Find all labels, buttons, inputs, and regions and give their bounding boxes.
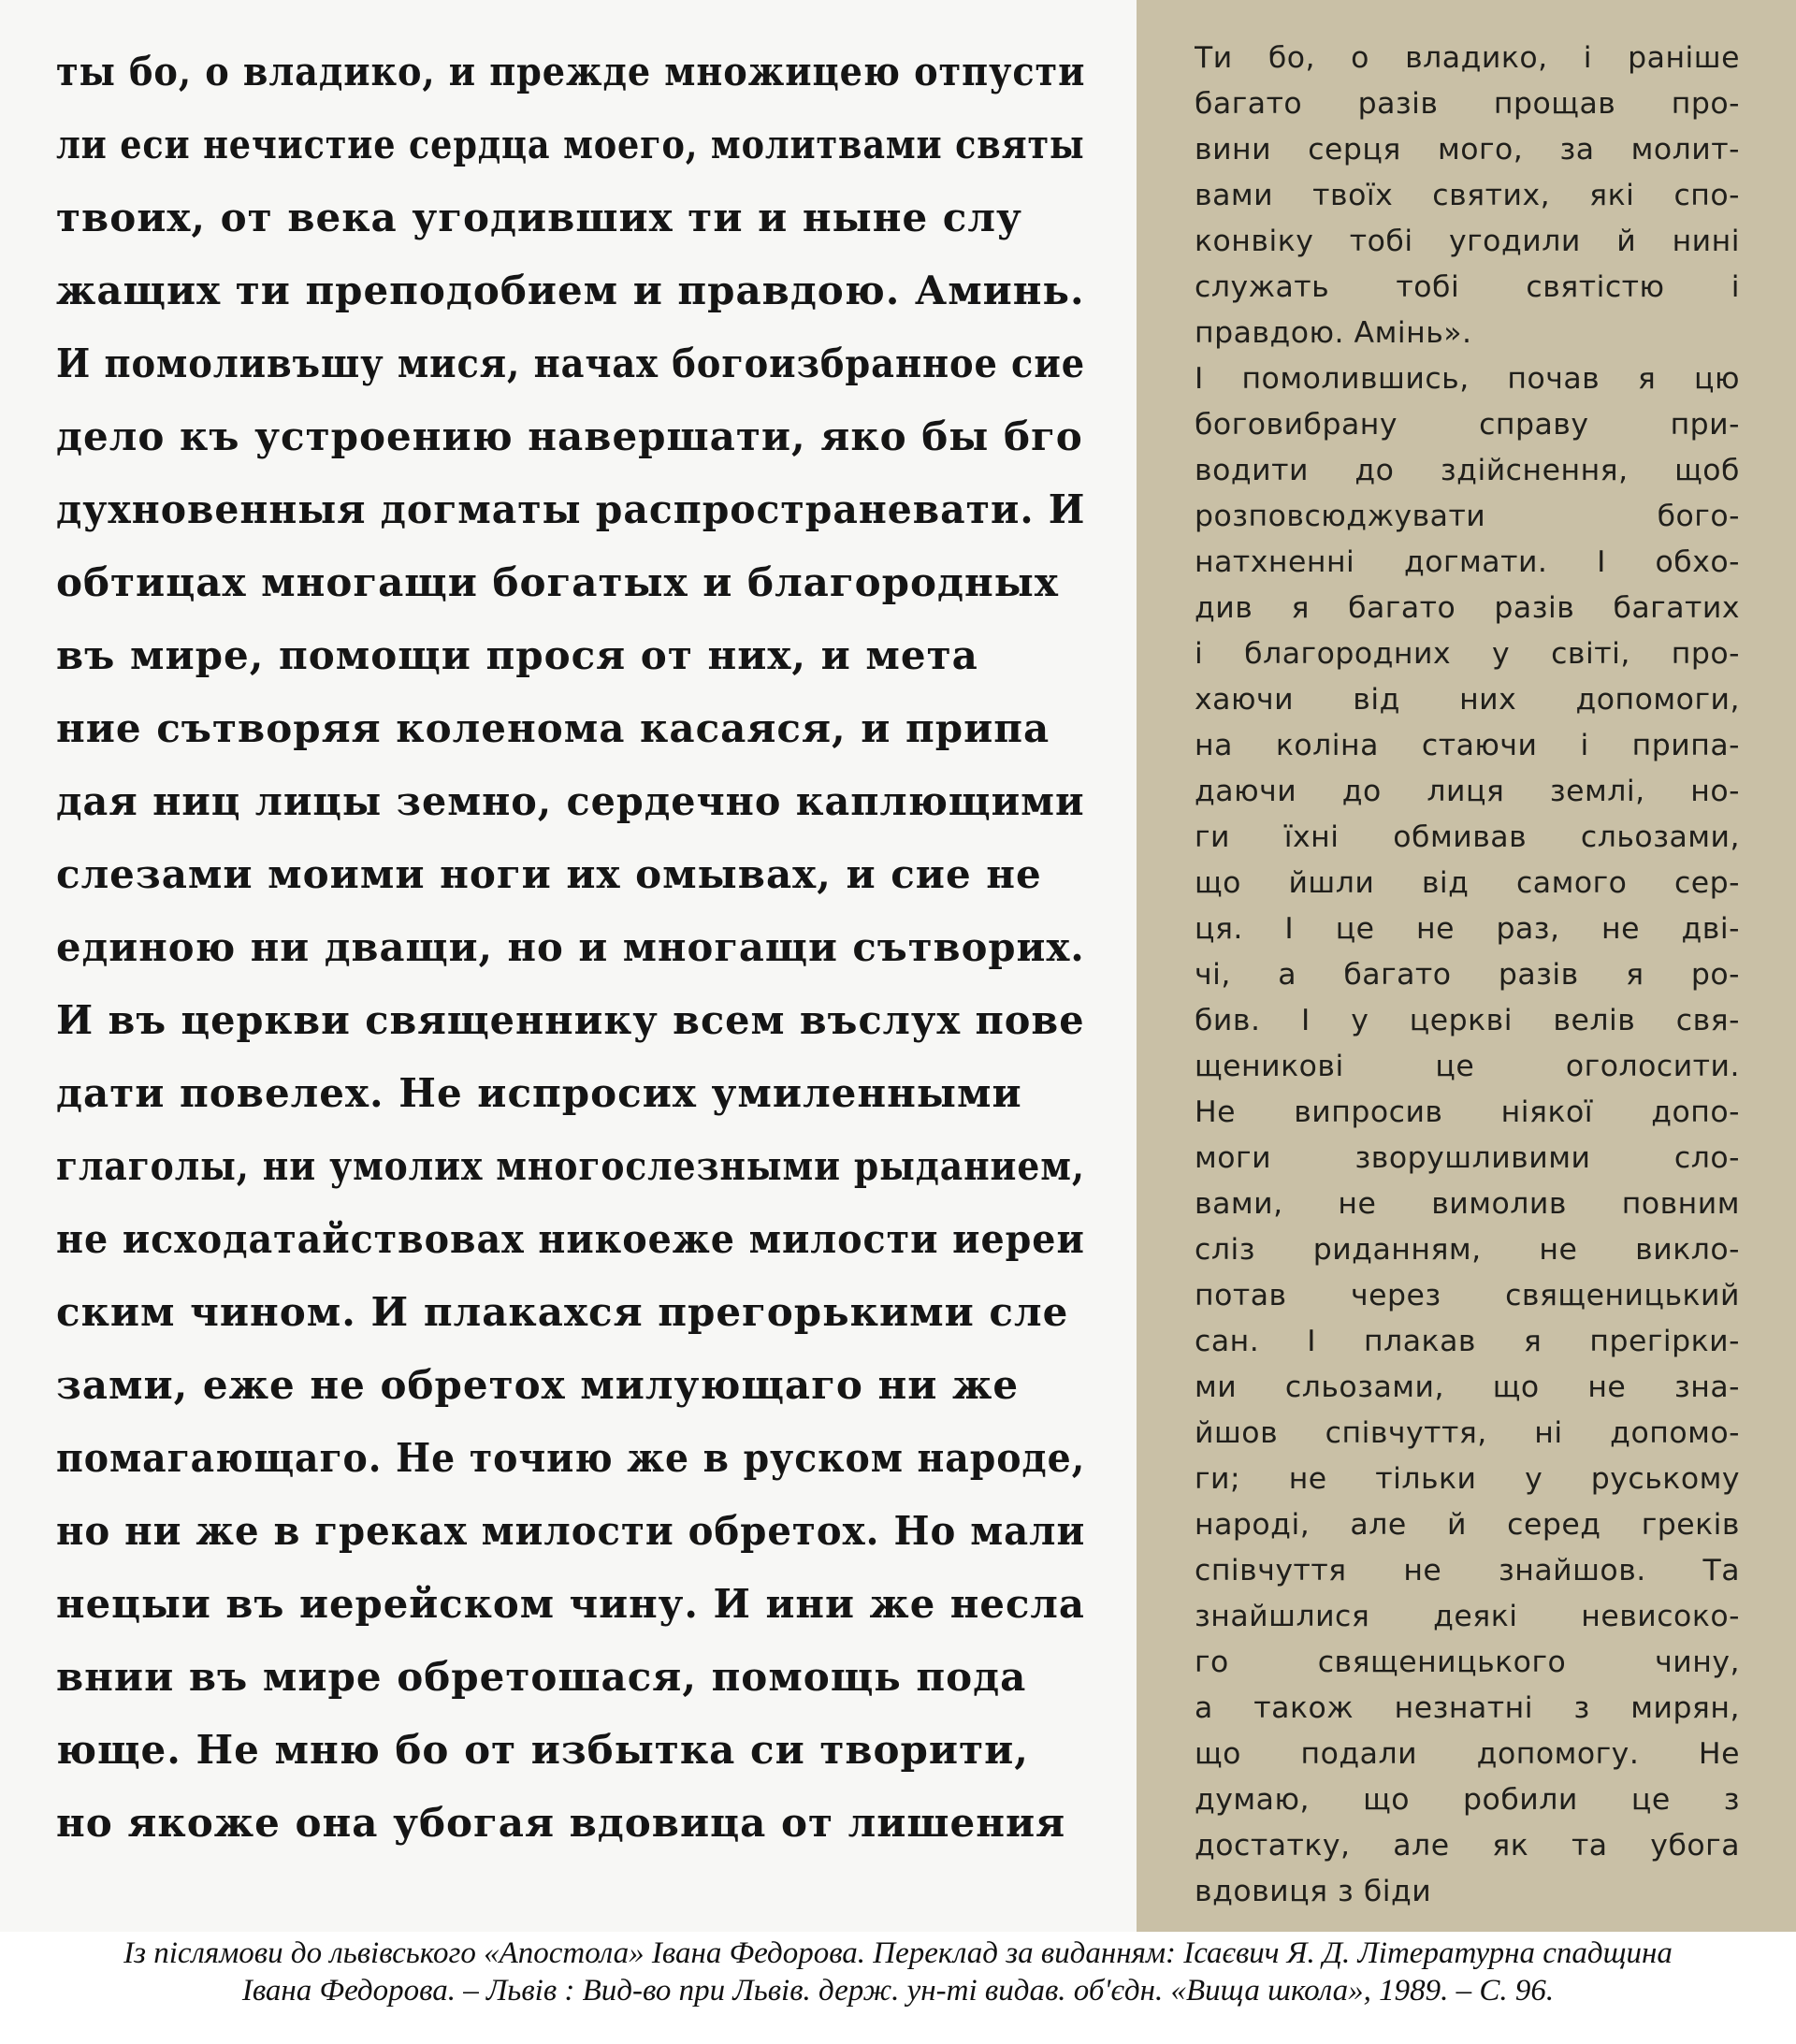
translation-line: співчуття не знайшов. Та: [1195, 1554, 1740, 1587]
original-line: духновенныя догматы распространевати. И: [56, 486, 1086, 532]
translation-line: моги зворушливими сло-: [1195, 1141, 1740, 1175]
translation-line: ги їхні обмивав сльозами,: [1195, 820, 1740, 854]
translation-line: що подали допомогу. Не: [1195, 1737, 1740, 1771]
original-line: не исходатайствовах никоеже милости иереи: [56, 1216, 1085, 1262]
translation-line: ги; не тільки у руському: [1195, 1462, 1740, 1496]
translation-line: сан. І плакав я прегірки-: [1195, 1325, 1740, 1358]
original-line: И въ церкви священнику всем въслух пове: [56, 997, 1085, 1043]
translation-line: боговибрану справу при-: [1195, 408, 1740, 442]
original-line: дати повелех. Не испросих умиленными: [56, 1070, 1022, 1116]
original-line: но ни же в греках милости обретох. Но мали: [56, 1508, 1086, 1554]
translation-line: див я багато разів багатих: [1195, 591, 1740, 625]
translation-line: вини серця мого, за молит-: [1195, 133, 1740, 167]
translation-line: вдовиця з біди: [1195, 1875, 1432, 1908]
caption-line-1: Із післямови до львівського «Апостола» Івана Федорова. Переклад за виданням: Ісаєвич Я. Д. Літературна спадщина: [123, 1936, 1673, 1970]
translation-line: водити до здійснення, щоб: [1195, 454, 1740, 487]
translation-line: розповсюджувати бого-: [1195, 500, 1740, 533]
original-line: въ мире, помощи прося от них, и мета: [56, 632, 978, 678]
translation-line: бив. І у церкві велів свя-: [1195, 1004, 1740, 1037]
translation-line: Ти бо, о владико, і раніше: [1195, 41, 1740, 75]
translation-line: служать тобі святістю і: [1195, 270, 1740, 304]
translation-line: правдою. Амінь».: [1195, 316, 1472, 350]
original-line: твоих, от века угодивших ти и ныне слу: [56, 195, 1022, 240]
translation-line: щеникові це оголосити.: [1195, 1050, 1740, 1083]
translation-line: ми сльозами, що не зна-: [1195, 1370, 1740, 1404]
translation-line: ця. І це не раз, не дві-: [1195, 912, 1740, 946]
source-caption: [0, 1935, 1796, 2044]
translation-line: думаю, що робили це з: [1195, 1783, 1740, 1817]
translation-line: І помолившись, почав я цю: [1195, 362, 1740, 396]
translation-line: сліз риданням, не викло-: [1195, 1233, 1740, 1267]
original-line: ским чином. И плакахся прегорькими сле: [56, 1289, 1069, 1335]
translation-line: на коліна стаючи і припа-: [1195, 729, 1740, 762]
original-line: ли еси нечистие сердца моего, молитвами святы: [56, 122, 1085, 167]
original-line: ты бо, о владико, и прежде множицею отпусти: [56, 49, 1086, 94]
translation-line: йшов співчуття, ні допомо-: [1195, 1416, 1740, 1450]
translation-line: чі, а багато разів я ро-: [1195, 958, 1740, 992]
translation-line: а також незнатні з мирян,: [1195, 1691, 1740, 1725]
translation-panel: [1137, 0, 1796, 1932]
original-line: внии въ мире обретошася, помощь пода: [56, 1654, 1027, 1700]
original-line: И помоливъшу мися, начах богоизбранное сие: [56, 341, 1086, 386]
translation-line: знайшлися деякі невисоко-: [1195, 1600, 1740, 1633]
translation-line: Не випросив ніякої допо-: [1195, 1095, 1740, 1129]
translation-line: народі, але й серед греків: [1195, 1508, 1740, 1542]
translation-line: даючи до лиця землі, но-: [1195, 775, 1740, 808]
original-line: слезами моими ноги их омывах, и сие не: [56, 851, 1042, 897]
original-line: нецыи въ иерейском чину. И ини же несла: [56, 1581, 1085, 1627]
translation-line: хаючи від них допомоги,: [1195, 683, 1740, 717]
original-line: жащих ти преподобием и правдою. Аминь.: [56, 268, 1085, 313]
translation-line: го священицького чину,: [1195, 1645, 1740, 1679]
original-line: глаголы, ни умолих многослезными рыданием,: [56, 1143, 1085, 1189]
original-line: но якоже она убогая вдовица от лишения: [56, 1800, 1066, 1846]
translation-line: і благородних у світі, про-: [1195, 637, 1740, 671]
caption-line-2: Івана Федорова. – Львів : Вид-во при Львів. держ. ун-ті видав. об'єдн. «Вища школа», 1989. – С. 96.: [241, 1974, 1555, 2008]
translation-line: достатку, але як та убога: [1195, 1829, 1740, 1863]
translation-line: що йшли від самого сер-: [1195, 866, 1740, 900]
translation-line: потав через священицький: [1195, 1279, 1740, 1312]
original-line: зами, еже не обретох милующаго ни же: [56, 1362, 1020, 1408]
original-line: единою ни дващи, но и многащи сътворих.: [56, 924, 1085, 970]
translation-line: конвіку тобі угодили й нині: [1195, 225, 1740, 258]
original-line: дая ниц лицы земно, сердечно каплющими: [56, 778, 1085, 824]
translation-line: багато разів прощав про-: [1195, 87, 1740, 121]
translation-line: вами, не вимолив повним: [1195, 1187, 1740, 1221]
original-line: дело къ устроению навершати, яко бы бго: [56, 413, 1083, 459]
translation-line: вами твоїх святих, які спо-: [1195, 179, 1740, 212]
original-line: ние сътворяя коленома касаяся, и припа: [56, 705, 1050, 751]
original-line: обтицах многащи богатых и благородных: [56, 559, 1059, 605]
original-line: юще. Не мню бо от избытка си творити,: [56, 1727, 1029, 1773]
original-line: помагающаго. Не точию же в руском народе,: [56, 1435, 1086, 1481]
translation-line: натхненні догмати. І обхо-: [1195, 545, 1740, 579]
